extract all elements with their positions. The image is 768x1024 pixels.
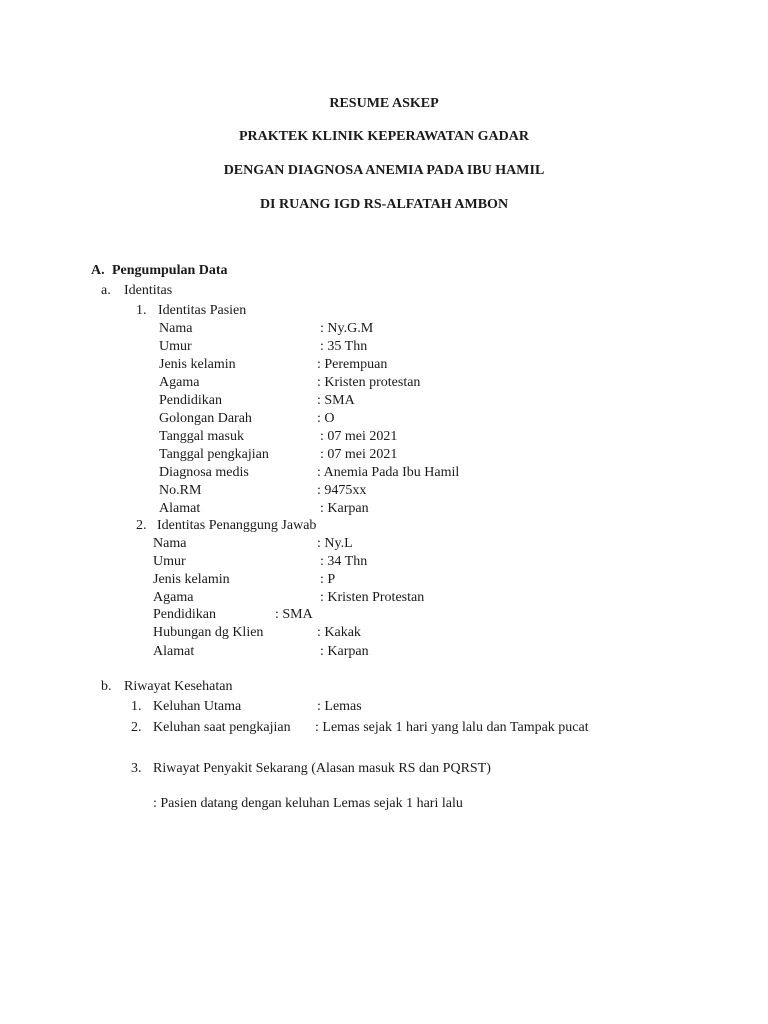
penanggung-field-value: : Karpan [320,644,369,659]
riwayat-item-marker: 1. [131,699,142,714]
section-a-heading: Pengumpulan Data [112,263,228,278]
pasien-field-value: : Perempuan [317,357,388,372]
pasien-field-label: Umur [159,339,192,354]
riwayat-item-value: : Lemas sejak 1 hari yang lalu dan Tampak pucat [315,720,589,735]
pasien-field-label: Diagnosa medis [159,465,249,480]
riwayat-item-label: Riwayat Penyakit Sekarang (Alasan masuk RS dan PQRST) [153,761,491,776]
pasien-field-label: Pendidikan [159,393,222,408]
pasien-field-label: Nama [159,321,193,336]
penanggung-field-label: Agama [153,590,194,605]
title-line-1: RESUME ASKEP [329,96,439,111]
penanggung-field-label: Nama [153,536,187,551]
pasien-field-label: Tanggal masuk [159,429,244,444]
pasien-field-value: : O [317,411,335,426]
penanggung-field-value: : P [320,572,336,587]
penanggung-field-value: : Ny.L [317,536,353,551]
pasien-field-value: : Kristen protestan [317,375,421,390]
penanggung-field-label: Alamat [153,644,195,659]
riwayat-item-value: : Lemas [317,699,362,714]
riwayat-item-marker: 2. [131,720,142,735]
pasien-heading: Identitas Pasien [158,303,247,318]
title-line-4: DI RUANG IGD RS-ALFATAH AMBON [259,197,509,212]
pasien-field-label: Tanggal pengkajian [159,447,269,462]
penanggung-field-value: : SMA [275,607,313,622]
penanggung-field-label: Hubungan dg Klien [153,625,264,640]
pasien-field-label: Jenis kelamin [159,357,236,372]
penanggung-heading: Identitas Penanggung Jawab [157,518,317,533]
sub-b-label: Riwayat Kesehatan [124,679,233,694]
sub-a-label: Identitas [124,283,173,298]
pasien-field-label: No.RM [159,483,202,498]
penanggung-marker: 2. [136,518,147,533]
riwayat-item-label: Keluhan saat pengkajian [153,720,291,735]
pasien-field-value: : Ny.G.M [320,321,374,336]
penanggung-field-value: : 34 Thn [320,554,368,569]
pasien-field-label: Agama [159,375,200,390]
pasien-field-value: : 07 mei 2021 [320,429,398,444]
penanggung-field-label: Pendidikan [153,607,216,622]
title-line-3: DENGAN DIAGNOSA ANEMIA PADA IBU HAMIL [223,163,545,178]
penanggung-field-value: : Kakak [317,625,361,640]
section-a-marker: A. [91,263,105,278]
penanggung-field-label: Umur [153,554,186,569]
riwayat-item-marker: 3. [131,761,142,776]
pasien-marker: 1. [136,303,147,318]
pasien-field-label: Golongan Darah [159,411,252,426]
riwayat-penyakit-text: : Pasien datang dengan keluhan Lemas sejak 1 hari lalu [153,796,463,811]
sub-a-marker: a. [101,283,111,298]
penanggung-field-value: : Kristen Protestan [320,590,425,605]
pasien-field-value: : SMA [317,393,355,408]
pasien-field-value: : Karpan [320,501,369,516]
pasien-field-label: Alamat [159,501,201,516]
pasien-field-value: : 07 mei 2021 [320,447,398,462]
riwayat-item-label: Keluhan Utama [153,699,242,714]
sub-b-marker: b. [101,679,112,694]
penanggung-field-label: Jenis kelamin [153,572,230,587]
pasien-field-value: : 9475xx [317,483,367,498]
pasien-field-value: : Anemia Pada Ibu Hamil [317,465,460,480]
pasien-field-value: : 35 Thn [320,339,368,354]
title-line-2: PRAKTEK KLINIK KEPERAWATAN GADAR [238,129,529,144]
